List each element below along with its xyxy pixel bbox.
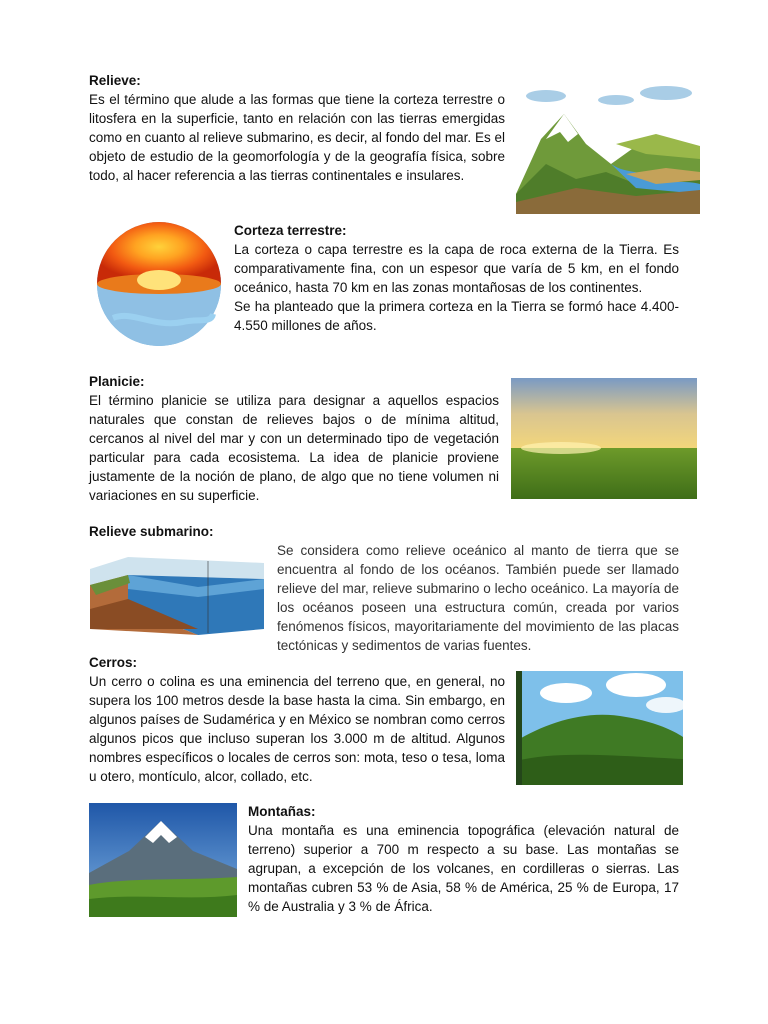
section-submarino-heading xyxy=(89,523,389,541)
section-title: Montañas: xyxy=(248,804,316,819)
section-text: La corteza o capa terrestre es la capa de roca externa de la Tierra. Es comparativamente fina, con un espesor que varía de 5 km, en el fondo oceánico, hasta 70 km en las zonas montañosas de los continentes. xyxy=(234,242,679,295)
section-corteza xyxy=(234,222,679,335)
section-submarino xyxy=(277,541,679,655)
section-title: Cerros: xyxy=(89,655,138,670)
mountain-photo xyxy=(89,803,237,917)
earth-cross-section xyxy=(93,218,225,350)
hill-photo xyxy=(516,671,683,785)
section-text: Una montaña es una eminencia topográfica (elevación natural de terreno) superior a 700 m respecto a su base. Las montañas se agrupan, a excepción de los volcanes, en cordilleras o sierras. Las montañas cubren 53 % de Asia, 58 % de América, 25 % de Europa, 17 % de Australia y 3 % de África. xyxy=(248,823,679,914)
section-text: Un cerro o colina es una eminencia del terreno que, en general, no supera los 100 metros desde la base hasta la cima. Sin embargo, en algunos países de Sudamérica y en México se nombran como cerros algunos picos que incluso superan los 3.000 m de altitud. Algunos nombres específicos o locales de cerros son: mota, teso o tesa, loma u otero, montículo, alcor, collado, etc. xyxy=(89,674,505,784)
section-relieve xyxy=(89,72,505,185)
section-text: Es el término que alude a las formas que tiene la corteza terrestre o litosfera en la superficie, tanto en relación con las tierras emergidas como en cuanto al relieve submarino, es decir, al fondo del mar. Es el objeto de estudio de la geomorfología y de la geografía física, sobre todo, al hacer referencia a las tierras continentales e insulares. xyxy=(89,92,505,183)
section-title: Relieve submarino: xyxy=(89,524,214,539)
section-text-2: Se ha planteado que la primera corteza en la Tierra se formó hace 4.400-4.550 millones de años. xyxy=(234,299,679,333)
section-text: Se considera como relieve oceánico al manto de tierra que se encuentra al fondo de los océanos. También puede ser llamado relieve del mar, relieve submarino o lecho oceánico. La mayoría de los océanos poseen una estructura común, creada por varios fenómenos físicos, mayoritariamente del movimiento de las placas tectónicas y sedimentos de varias fuentes. xyxy=(277,543,679,653)
section-title: Planicie: xyxy=(89,374,145,389)
ocean-floor-diagram xyxy=(88,549,266,641)
section-planicie xyxy=(89,373,499,505)
section-cerros xyxy=(89,654,505,786)
section-montanas xyxy=(248,803,679,916)
section-text: El término planicie se utiliza para designar a aquellos espacios naturales que constan de relieves bajos o de mínima altitud, cercanos al nivel del mar y con un determinado tipo de vegetación particular para cada ecosistema. La idea de planicie proviene justamente de la noción de plano, de algo que no tiene volumen ni variaciones en su superficie. xyxy=(89,393,499,503)
section-title: Relieve: xyxy=(89,73,141,88)
section-title: Corteza terrestre: xyxy=(234,223,347,238)
relieve-illustration xyxy=(516,84,700,214)
plain-field-photo xyxy=(511,378,697,499)
